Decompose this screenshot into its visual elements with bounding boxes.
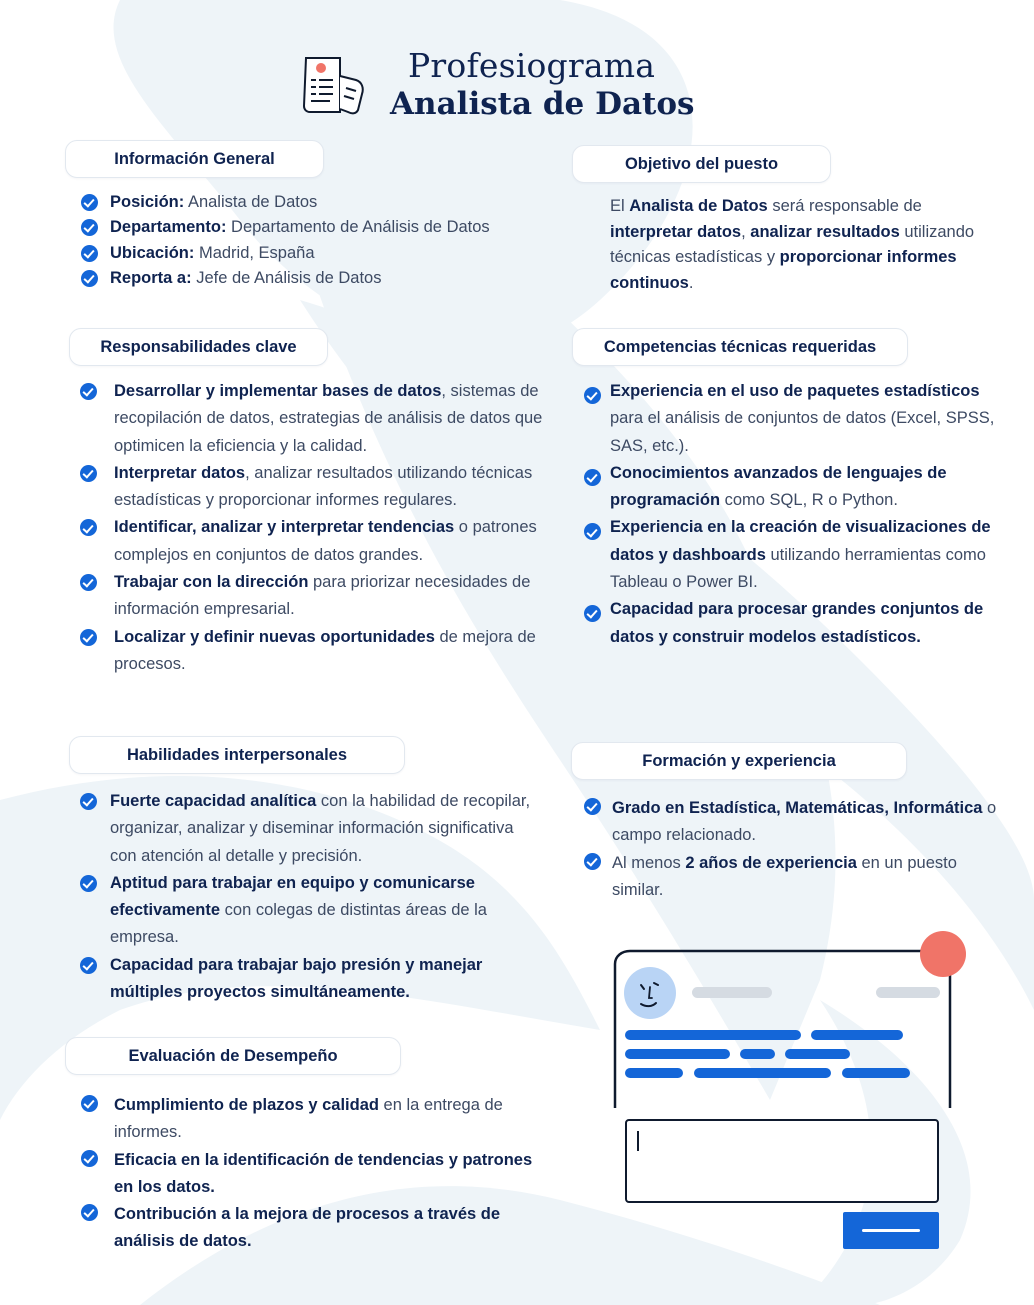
bold-text: Trabajar con la dirección xyxy=(114,573,309,592)
objective-paragraph xyxy=(610,194,1000,296)
text: Al menos xyxy=(612,853,686,872)
info-list xyxy=(110,189,550,290)
text: para el análisis de conjuntos de datos (Excel, SPSS, SAS, etc.). xyxy=(610,409,995,455)
list-item xyxy=(110,214,550,241)
list-item xyxy=(114,1092,544,1147)
item-label: Ubicación: xyxy=(110,243,195,262)
text: , analizar resultados utilizando técnicas estadísticas y proporcionar informes regulares. xyxy=(114,463,533,510)
bold-text: Analista de Datos xyxy=(629,197,768,215)
check-circle-icon xyxy=(81,1150,98,1167)
section-title-info: Información General xyxy=(65,140,324,178)
list-item xyxy=(110,265,550,292)
section-title-responsibilities: Responsabilidades clave xyxy=(69,328,328,366)
check-circle-icon xyxy=(81,245,98,262)
message-input[interactable] xyxy=(625,1119,939,1203)
list-item xyxy=(610,596,1000,651)
bold-text: Localizar y definir nuevas oportunidades xyxy=(114,627,435,646)
text: será responsable de xyxy=(767,197,922,215)
item-value: Departamento de Análisis de Datos xyxy=(226,218,490,237)
list-item xyxy=(114,378,544,460)
check-circle-icon xyxy=(81,219,98,236)
text: utilizando herramientas como Tableau o Power BI. xyxy=(610,545,986,592)
check-circle-icon xyxy=(80,629,97,646)
check-circle-icon xyxy=(81,1204,98,1221)
list-item xyxy=(610,460,1000,515)
list-item xyxy=(110,788,542,870)
list-item xyxy=(610,378,1000,460)
list-item xyxy=(114,460,544,515)
page-title-line-2: Analista de Datos xyxy=(390,86,695,122)
check-circle-icon xyxy=(80,519,97,536)
check-circle-icon xyxy=(584,387,601,404)
text: o campo relacionado. xyxy=(612,799,997,845)
check-circle-icon xyxy=(584,798,601,815)
text: , xyxy=(741,222,751,241)
list-item xyxy=(110,240,550,267)
section-title-competencies: Competencias técnicas requeridas xyxy=(572,328,908,366)
list-item xyxy=(612,850,997,905)
document-icon xyxy=(300,54,368,118)
list-item xyxy=(612,795,997,850)
check-circle-icon xyxy=(584,605,601,622)
text: . xyxy=(688,273,694,292)
bold-text: Cumplimiento de plazos y calidad xyxy=(114,1096,379,1114)
bold-text: Identificar, analizar y interpretar tendencias xyxy=(114,518,455,537)
list-item xyxy=(114,569,544,624)
item-value: Analista de Datos xyxy=(184,193,318,211)
bold-text: Desarrollar y implementar bases de datos xyxy=(114,382,442,400)
text: o patrones complejos en conjuntos de datos grandes. xyxy=(114,518,537,564)
section-title-evaluation: Evaluación de Desempeño xyxy=(65,1037,401,1075)
list-item xyxy=(114,514,544,569)
bold-text: 2 años de experiencia xyxy=(685,853,857,872)
check-circle-icon xyxy=(80,875,97,892)
bold-text: Aptitud para trabajar en equipo y comunicarse efectivamente xyxy=(110,873,475,920)
check-circle-icon xyxy=(81,270,98,287)
text: El xyxy=(610,197,630,215)
bold-text: proporcionar informes continuos xyxy=(610,248,957,292)
evaluation-list xyxy=(114,1092,544,1256)
check-circle-icon xyxy=(80,574,97,591)
item-label: Reporta a: xyxy=(110,268,192,287)
send-button[interactable] xyxy=(843,1212,939,1249)
list-item xyxy=(110,870,542,952)
check-circle-icon xyxy=(584,469,601,486)
list-item xyxy=(114,624,544,679)
bold-text: analizar resultados xyxy=(750,222,900,241)
section-title-education: Formación y experiencia xyxy=(571,742,907,780)
check-circle-icon xyxy=(80,957,97,974)
responsibilities-list xyxy=(114,378,544,678)
check-circle-icon xyxy=(81,1095,98,1112)
text: como SQL, R o Python. xyxy=(720,491,898,510)
competencies-list xyxy=(610,378,1000,651)
bold-text: Experiencia en la creación de visualizaciones de datos y dashboards xyxy=(610,518,991,564)
text: en un puesto similar. xyxy=(612,853,957,899)
text: , sistemas de recopilación de datos, estrategias de análisis de datos que optimicen la eficiencia y la calidad. xyxy=(114,382,543,455)
bold-text: Grado en Estadística, Matemáticas, Informática xyxy=(612,799,983,817)
education-list xyxy=(612,795,997,904)
bold-text: Capacidad para trabajar bajo presión y manejar múltiples proyectos simultáneamente. xyxy=(110,955,483,1002)
bold-text: Contribución a la mejora de procesos a través de análisis de datos. xyxy=(114,1205,501,1251)
text: de mejora de procesos. xyxy=(114,627,536,673)
list-item xyxy=(114,1201,544,1256)
check-circle-icon xyxy=(80,793,97,810)
bold-text: Interpretar datos xyxy=(114,463,246,482)
item-label: Posición: xyxy=(110,193,185,211)
text: en la entrega de informes. xyxy=(114,1096,503,1142)
section-title-soft-skills: Habilidades interpersonales xyxy=(69,736,405,774)
check-circle-icon xyxy=(80,465,97,482)
check-circle-icon xyxy=(81,194,98,211)
text: para priorizar necesidades de información empresarial. xyxy=(114,573,531,619)
soft-skills-list xyxy=(110,788,542,1006)
text: con la habilidad de recopilar, organizar, analizar y diseminar información significativa con atención al detalle y precisión. xyxy=(110,792,531,865)
bold-text: Capacidad para procesar grandes conjuntos de datos y construir modelos estadísticos. xyxy=(610,600,984,646)
bold-text: interpretar datos xyxy=(610,222,742,241)
bold-text: Fuerte capacidad analítica xyxy=(110,792,317,810)
section-title-objective: Objetivo del puesto xyxy=(572,145,831,183)
bold-text: Experiencia en el uso de paquetes estadísticos xyxy=(610,382,980,400)
check-circle-icon xyxy=(80,383,97,400)
check-circle-icon xyxy=(584,523,601,540)
avatar xyxy=(624,967,676,1019)
item-label: Departamento: xyxy=(110,218,227,237)
text: utilizando técnicas estadísticas y xyxy=(610,222,975,266)
bold-text: Eficacia en la identificación de tendencias y patrones en los datos. xyxy=(114,1150,533,1196)
list-item xyxy=(610,514,1000,596)
page-title-line-1: Profesiograma xyxy=(408,46,656,85)
list-item xyxy=(110,189,550,216)
item-value: Madrid, España xyxy=(194,243,315,262)
bold-text: Conocimientos avanzados de lenguajes de programación xyxy=(610,463,947,510)
text: con colegas de distintas áreas de la empresa. xyxy=(110,901,487,947)
list-item xyxy=(114,1147,544,1202)
item-value: Jefe de Análisis de Datos xyxy=(191,268,382,287)
list-item xyxy=(110,952,542,1007)
chat-window-illustration xyxy=(610,928,980,1258)
check-circle-icon xyxy=(584,853,601,870)
